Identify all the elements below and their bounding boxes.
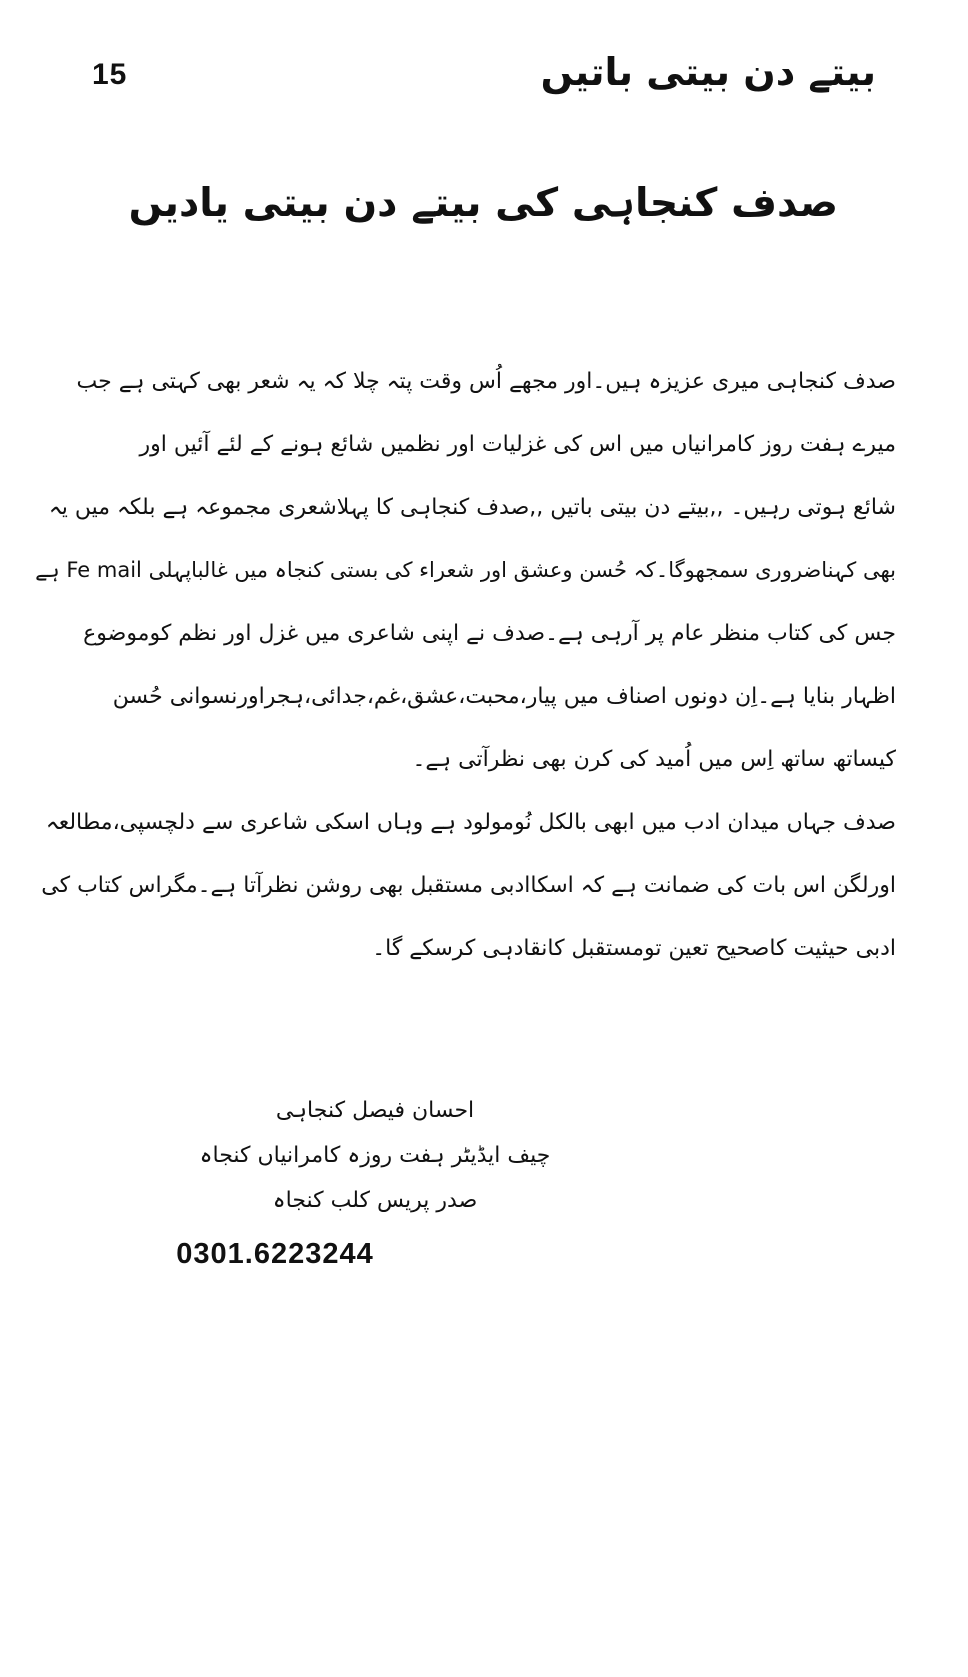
body-line: صدف جہاں میدان ادب میں ابھی بالکل نُومولود ہے وہاں اسکی شاعری سے دلچسپی،مطالعہ [45,810,896,835]
page-number: 15 [92,58,128,91]
body-line: کیساتھ ساتھ اِس میں اُمید کی کرن بھی نظرآتی ہے۔ [412,747,896,772]
body-line: میرے ہفت روز کامرانیاں میں اس کی غزلیات اور نظمیں شائع ہونے کے لئے آئیں اور [139,432,896,457]
running-header-title: بیتے دن بیتی باتیں [540,50,876,94]
signature-block [110,1088,640,1223]
body-line: شائع ہوتی رہیں۔ ,,بیتے دن بیتی باتیں ,,صدف کنجاہی کا پہلاشعری مجموعہ ہے بلکہ میں یہ [48,495,896,520]
body-line: صدف کنجاہی میری عزیزہ ہیں۔اور مجھے اُس وقت پتہ چلا کہ یہ شعر بھی کہتی ہے جب [76,369,896,394]
article-body [26,350,896,980]
signature-name: احسان فیصل کنجاہی [275,1098,475,1123]
signature-role: چیف ایڈیٹر ہفت روزہ کامرانیاں کنجاہ [199,1143,551,1168]
body-line: اورلگن اس بات کی ضمانت ہے کہ اسکاادبی مستقبل بھی روشن نظرآتا ہے۔مگراس کتاب کی [41,873,896,898]
page-title: صدف کنجاہی کی بیتے دن بیتی یادیں [128,180,838,226]
signature-phone: 0301.6223244 [176,1238,374,1270]
body-line: جس کی کتاب منظر عام پر آرہی ہے۔صدف نے اپنی شاعری میں غزل اور نظم کوموضوع [83,621,896,646]
body-line: ادبی حیثیت کاصحیح تعین تومستقبل کانقادہی کرسکے گا۔ [372,936,896,961]
body-line: بھی کہناضروری سمجھوگا۔کہ حُسن وعشق اور شعراء کی بستی کنجاہ میں غالباپہلی Fe mail ہے [35,558,896,582]
body-line: اظہار بنایا ہے۔اِن دونوں اصناف میں پیار،محبت،عشق،غم،جدائی،ہجراورنسوانی حُسن [112,684,896,709]
signature-organization: صدر پریس کلب کنجاہ [272,1188,478,1213]
